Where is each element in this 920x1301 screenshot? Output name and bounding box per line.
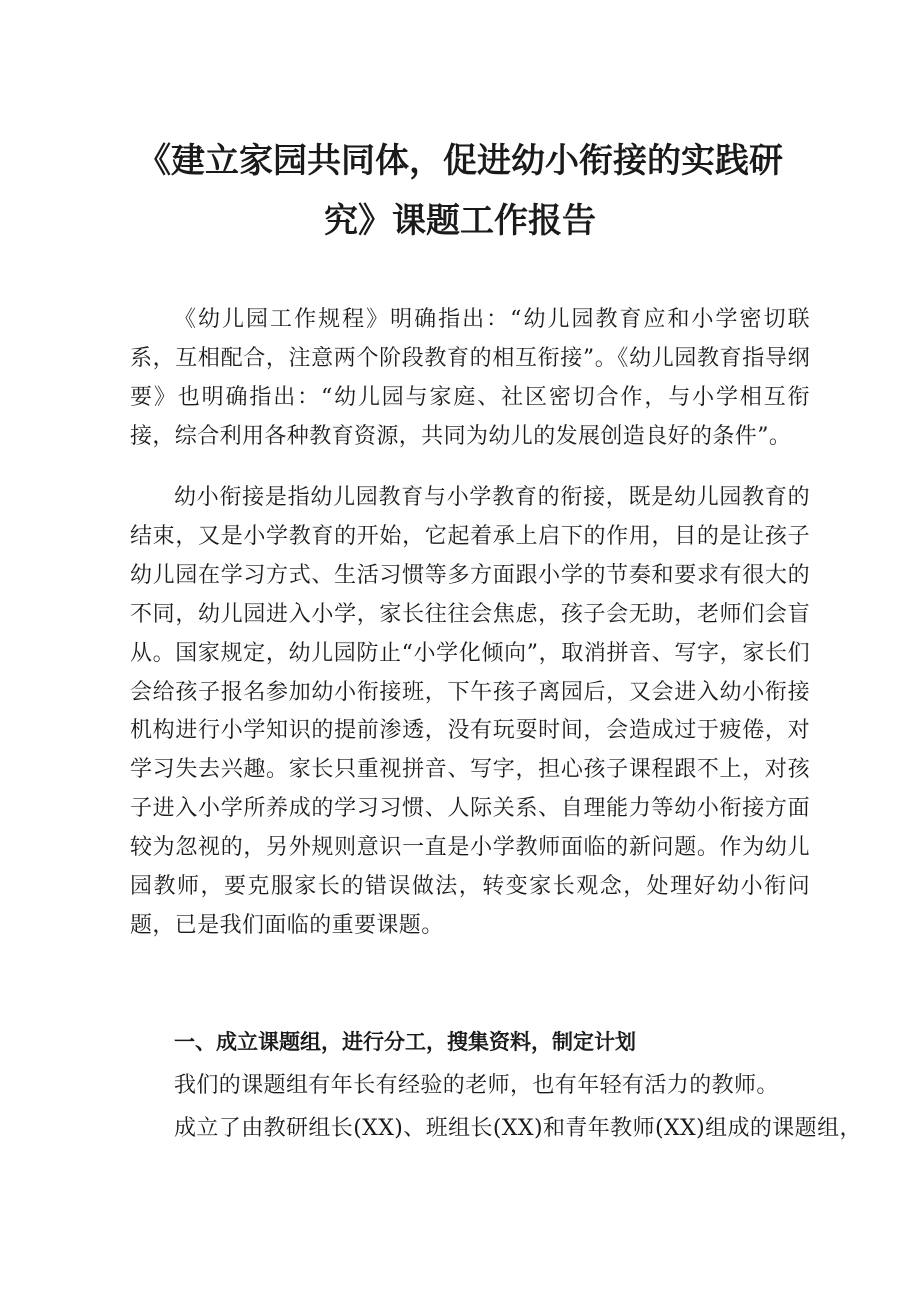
document-title-line-2: 究》课题工作报告 [324, 201, 596, 241]
intro-paragraph: 《幼儿园工作规程》明确指出：“幼儿园教育应和小学密切联系，互相配合，注意两个阶段教育的相互衔接”。《幼儿园教育指导纲要》也明确指出：“幼儿园与家庭、社区密切合作，与小学相互衔接，综合利用各种教育资源，共同为幼儿的发展创造良好的条件”。 [130, 307, 810, 449]
document-title-line-1: 《建立家园共同体，促进幼小衔接的实践研 [137, 141, 783, 181]
background-paragraph: 幼小衔接是指幼儿园教育与小学教育的衔接，既是幼儿园教育的结束，又是小学教育的开始，它起着承上启下的作用，目的是让孩子幼儿园在学习方式、生活习惯等多方面跟小学的节奏和要求有很大的不同，幼儿园进入小学，家长往往会焦虑，孩子会无助，老师们会盲从。国家规定，幼儿园防止“小学化倾向”，取消拼音、写字，家长们会给孩子报名参加幼小衔接班，下午孩子离园后，又会进入幼小衔接机构进行小学知识的提前渗透，没有玩耍时间，会造成过于疲倦，对学习失去兴趣。家长只重视拼音、写字，担心孩子课程跟不上，对孩子进入小学所养成的学习习惯、人际关系、自理能力等幼小衔接方面较为忽视的，另外规则意识一直是小学教师面临的新问题。作为幼儿园教师，要克服家长的错误做法，转变家长观念，处理好幼小衔问题，已是我们面临的重要课题。 [130, 485, 810, 938]
section-1-paragraph-2: 成立了由教研组长(XX)、班组长(XX)和青年教师(XX)组成的课题组， [174, 1116, 862, 1141]
section-1-paragraph-1: 我们的课题组有年长有经验的老师，也有年轻有活力的教师。 [174, 1073, 779, 1098]
section-1-heading: 一、成立课题组，进行分工，搜集资料，制定计划 [174, 1030, 636, 1054]
